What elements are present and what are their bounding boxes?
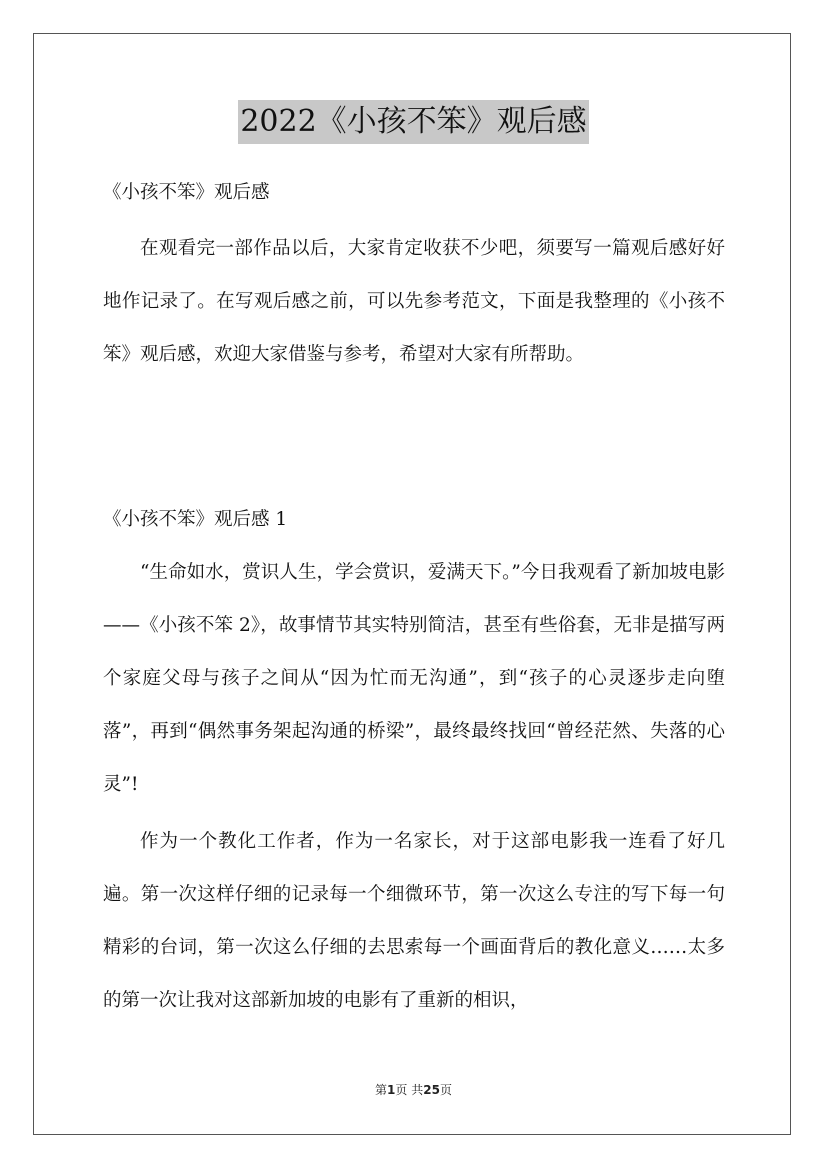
- footer-middle: 页 共: [395, 1083, 424, 1097]
- section-paragraph-1: “生命如水，赏识人生，学会赏识，爱满天下。”今日我观看了新加坡电影——《小孩不笨 2》，故事情节其实特别简洁，甚至有些俗套，无非是描写两个家庭父母与孩子之间从“因为忙而无沟通”，到“孩子的心灵逐步走向堕落”，再到“偶然事务架起沟通的桥梁”，最终最终找回“曾经茫然、失落的心灵”!: [103, 562, 725, 795]
- footer-current-page: 1: [387, 1083, 396, 1097]
- title-container: [0, 100, 827, 144]
- footer-suffix: 页: [439, 1083, 452, 1097]
- page-footer: [0, 1081, 827, 1098]
- footer-total-pages: 25: [423, 1083, 440, 1097]
- subtitle: 《小孩不笨》观后感: [103, 182, 270, 203]
- section-paragraph-2: 作为一个教化工作者，作为一名家长，对于这部电影我一连看了好几遍。第一次这样仔细的记录每一个细微环节，第一次这么专注的写下每一句精彩的台词，第一次这么仔细的去思索每一个画面背后的教化意义……太多的第一次让我对这部新加坡的电影有了重新的相识，: [103, 831, 725, 1011]
- document-title: 2022《小孩不笨》观后感: [238, 100, 588, 144]
- footer-prefix: 第: [375, 1083, 388, 1097]
- section-heading: 《小孩不笨》观后感 1: [103, 509, 288, 530]
- intro-paragraph: 在观看完一部作品以后，大家肯定收获不少吧，须要写一篇观后感好好地作记录了。在写观后感之前，可以先参考范文，下面是我整理的《小孩不笨》观后感，欢迎大家借鉴与参考，希望对大家有所帮助。: [103, 238, 725, 365]
